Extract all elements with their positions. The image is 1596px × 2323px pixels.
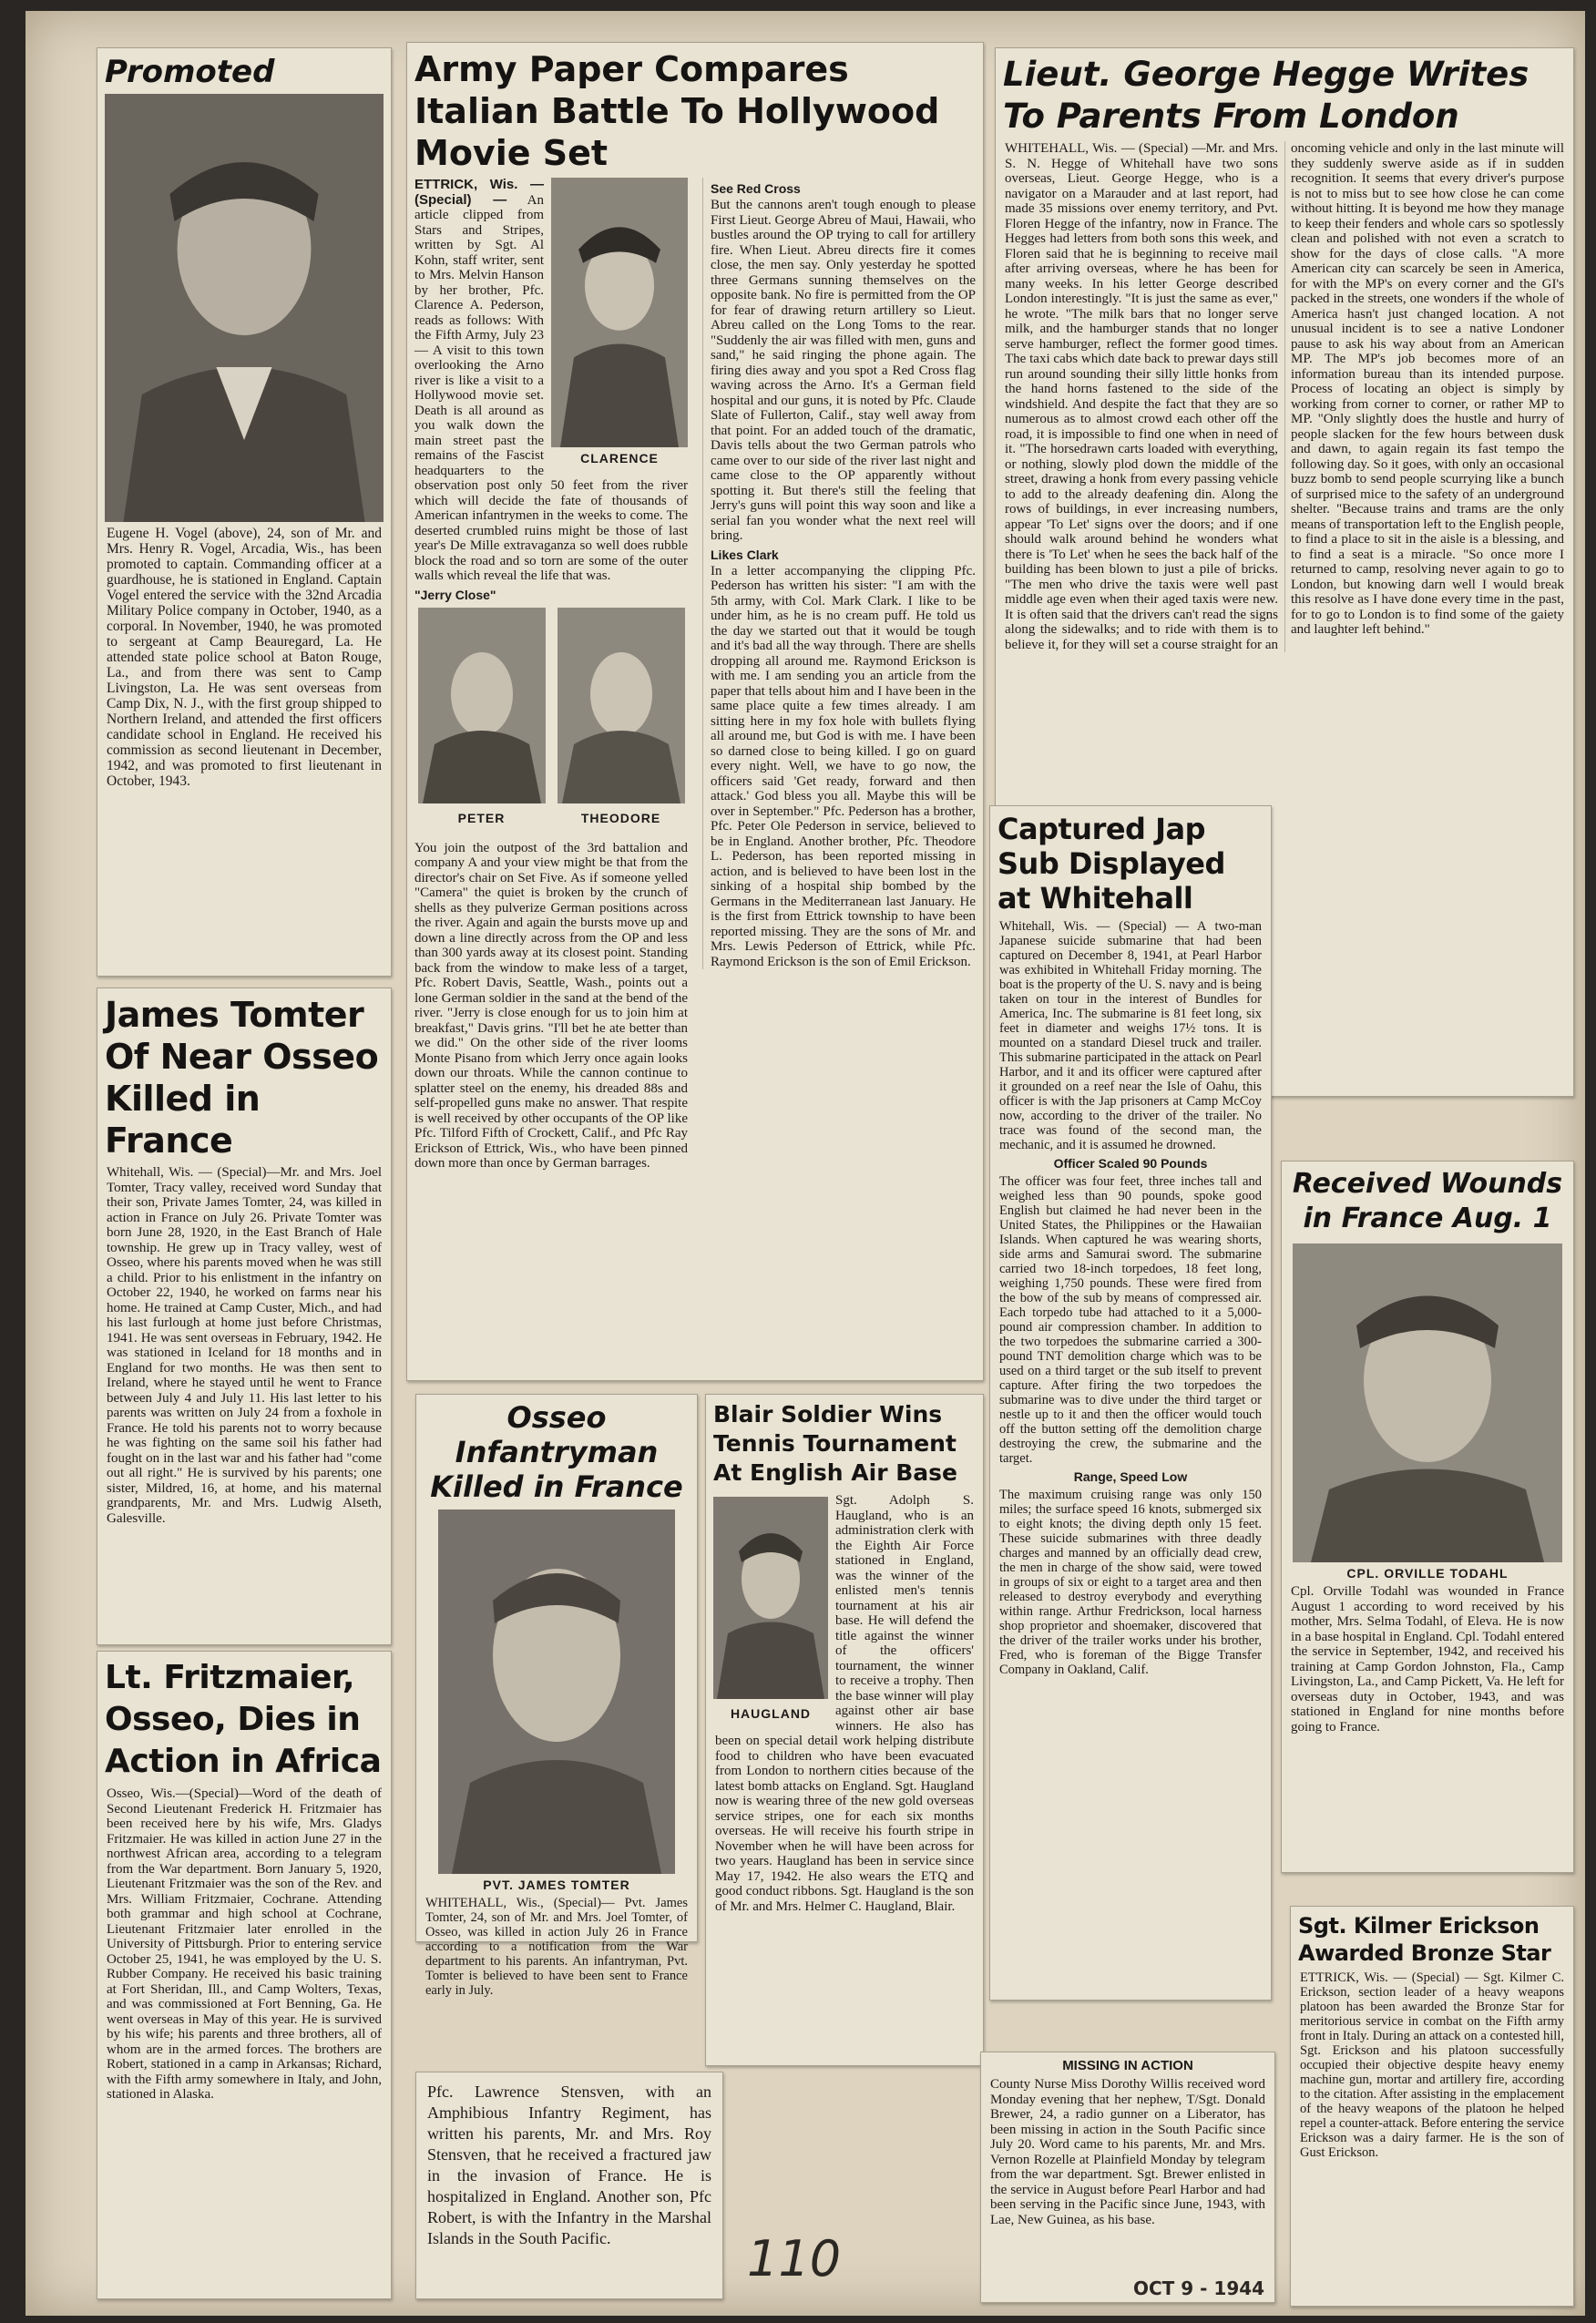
article-body: Pfc. Lawrence Stensven, with an Amphibious Infantry Regiment, has written his parents, Mr. and Mrs. Roy Stensven, that he received a fractured jaw in the invasion of France. He is hospitalized in England. Another son, Pfc Robert, is with the Infantry in the Marshal Islands in the South Pacific. [427, 2083, 711, 2247]
clipping-missing-in-action [980, 2052, 1275, 2303]
subhead-range: Range, Speed Low [1073, 1469, 1188, 1484]
caption-peter: PETER [457, 810, 506, 825]
article-body-d: In a letter accompanying the clipping Pfc. Pederson has written his sister: "I am with the 5th army, with Col. Mark Clark. I like to be under him, as he is no cream puff. He told us the day we started out that it would be tough and it's bad all the way through. There are shells dropping all around me. Raymond Erickson is with me. I am sending you an article from the paper that tells about him and I have been in the same place quite a few times already. I am sitting here in my fox hole with bullets flying all around me, but God is with me. I have been so darned close to being killed. I go on guard every night. Well, we have to go now, the officers said 'Get ready, forward and then attack.' God bless you all. Maybe this will be over in September." Pfc. Pederson has a brother, Pfc. Peter Ole Pederson in service, believed to be in England. Another brother, Pfc. Theodore L. Pederson, has been reported missing in action, and is believed to have been lost in the sinking of a hospital ship bombed by the Germans in the Mediterranean last January. He is the first from Ettrick township to have been reported missing. They are the sons of Mr. and Mrs. Lewis Pederson of Ettrick, while Pfc. Raymond Erickson is the son of Emil Erickson. [711, 563, 976, 969]
headline: Blair Soldier Wins Tennis Tournament At English Air Base [713, 1401, 958, 1486]
caption-haugland: HAUGLAND [730, 1706, 812, 1721]
headline: Lt. Fritzmaier, Osseo, Dies in Action in Africa [105, 1659, 382, 1780]
page-number: 110 [747, 2230, 842, 2287]
subhead-jerry-close: "Jerry Close" [414, 587, 496, 602]
subhead-red-cross: See Red Cross [711, 181, 801, 196]
article-body: County Nurse Miss Dorothy Willis received word Monday evening that her nephew, T/Sgt. Donald Brewer, 24, a radio gunner on a Liberator, has been missing in action in the South Pacific since July 20. Word came to his parents, Mr. and Mrs. Vernon Rozelle at Plainfield Monday by telegram from the war department. Sgt. Brewer enlisted in the service in August before Pearl Harbor and had been serving in the Pacific since June, 1943, with Lae, New Guinea, as his base. [990, 2077, 1265, 2227]
headline: Army Paper Compares Italian Battle To Hollywood Movie Set [414, 49, 940, 173]
scrapbook-page [26, 11, 1585, 2316]
caption-todahl: CPL. ORVILLE TODAHL [1346, 1566, 1509, 1581]
photo-tomter [438, 1509, 675, 1874]
clipping-stensven [415, 2072, 723, 2299]
article-body-b: The officer was four feet, three inches tall and weighed less than 90 pounds, spoke good English but claimed he had never been in the United States, the Philippines or the Hawaiian Islands. When captured he was wearing shorts, side arms and Samurai sword. The submarine carried two 18-inch torpedoes, 18 feet long, weighing 1,750 pounds. These were fired from the bow of the sub by means of compressed air. Each torpedo tube had attached to it a 5,000-pound air compression chamber. In addition to the two torpedoes the submarine carried a 300-pound TNT demolition charge which was to be used on a third target or the sub itself to prevent capture. After firing the two torpedoes the submarine was to dive under the third target or nestle up to it and then the officer would touch off the button setting off the demolition charge destroying the crew, the submarine and the target. [999, 1174, 1262, 1466]
photos-peter-theodore [414, 608, 688, 835]
headline: Received Wounds in France Aug. 1 [1292, 1168, 1563, 1234]
subhead-officer: Officer Scaled 90 Pounds [1053, 1156, 1208, 1171]
photo-todahl [1293, 1243, 1562, 1562]
article-body: Sgt. Adolph S. Haugland, who is an administration clerk with the Eighth Air Force stationed in England, was the winner of the enlisted men's tennis tournament at his air base. He will defend the title against the winner of the officers' tournament, the winner to receive a trophy. Then the base winner will play against other air base winners. He also has been on special detail work helping distribute food to children who have been evacuated from London to northern cities because of the latest bomb attacks on England. Sgt. Haugland now is wearing three of the new gold overseas service stripes, one for each six months overseas. He will receive his fourth stripe in November when he will have been across for two years. Haugland has been in service since May 17, 1942. He also wears the ETQ and good conduct ribbons. Sgt. Haugland is the son of Mr. and Mrs. Helmer C. Haugland, Blair. [715, 1493, 974, 1914]
photo-haugland [713, 1497, 828, 1724]
article-body-c: The maximum cruising range was only 150 miles; the surface speed 16 knots, submerged six to eight knots; the diving depth only 15 feet. These suicide submarines with three deadly charges and manned by an officially dead crew, the men in charge of the show said, were towed in groups of six or eight to a target area and then released to destroy everybody and everything within range. Arthur Fredrickson, local harness shop proprietor and shoemaker, discovered that the driver of the trailer works under his brother, Fred, who is foreman of the Bigge Transfer Company in Oakland, Calif. [999, 1488, 1262, 1677]
article-body: Eugene H. Vogel (above), 24, son of Mr. and Mrs. Henry R. Vogel, Arcadia, Wis., has been promoted to captain. Commanding officer at a guardhouse, he is stationed in England. Captain Vogel entered the service with the 32nd Arcadia Military Police company in October, 1940, as a corporal. In November, 1940, he was promoted to sergeant at Camp Beauregard, La. He attended state police school at Baton Rouge, La., and from there was sent to Camp Livingston, La. He was sent overseas from Camp Dix, N. J., with the first group shipped to Northern Ireland, and attended the first officers candidate school in England. He received his commission as second lieutenant in December, 1942, and was promoted to first lieutenant in October, 1943. [107, 526, 382, 789]
article-body: Whitehall, Wis. — (Special)—Mr. and Mrs. Joel Tomter, Tracy valley, received word Sunday that their son, Private James Tomter, 24, was killed in action in France on July 26. Private Tomter was born June 28, 1920, in the East Branch of Hale township. He grew up in Tracy valley, west of Osseo, where his parents moved when he was still a child. Prior to his enlistment in the infantry on October 22, 1940, he worked on farms near his home. He trained at Camp Custer, Mich., and had his last furlough at home just before Christmas, 1941. He was sent overseas in February, 1942. He was stationed in Iceland for 18 months and in England for two months. He was then sent to Ireland, where he stayed until he went to France between July 4 and July 11. His last letter to his parents was written on July 24 from a foxhole in France. He told his parents not to worry because he was fighting on the same soil his father had fought on in the last war and his father had "come out all right." He is survived by his parents; one sister, Mildred, 16, at home, and his maternal grandparents, Mr. and Mrs. Ludwig Alseth, Galesville. [107, 1165, 382, 1526]
headline: MISSING IN ACTION [1062, 2058, 1193, 2073]
article-body-c: But the cannons aren't tough enough to please First Lieut. George Abreu of Maui, Hawaii, who bustles around the OP trying to call for artillery fire. When Lieut. Abreu directs fire it comes close, the men say. Only yesterday he spotted three Germans sunning themselves on the opposite bank. No fire is permitted from the OP for fear of drawing return artillery so Lieut. Abreu called on the Long Toms to the rear. "Suddenly the air was filled with men, guns and sand," he said ringing the phone again. The firing dies away and you spot a Red Cross flag waving across the Arno. It's a German field hospital and our guns, it is noted by Pfc. Claude Slate of Fullerton, Calif., stay well away from that point. For an added touch of the dramatic, Davis tells about the two German patrols who came over to our side of the river last night and came close to the OP apparently without spotting it. But there's still the feeling that Jerry's guns will point this way soon and like a serial fan you wonder what the next reel will bring. [711, 198, 976, 543]
date-stamp: OCT 9 - 1944 [1130, 2277, 1268, 2299]
article-body-b: You join the outpost of the 3rd battalion and company A and your view might be that from the director's chair on Set Five. As if someone yelled "Camera" the quiet is broken by the crunch of shells as they pulverize German positions across the river. Again and again the bursts move up and down a line directly across from the OP and less than 300 yards away at its closest point. Standing back from the window to make less of a target, Pfc. Robert Davis, Seattle, Wash., points out a lone German soldier in the sand at the bend of the river. "Jerry is close enough for us to join him at breakfast," Davis grins. "I'll bet he ate better than we did." On the other side of the river looms Monte Pisano from which Jerry once again looks down our throats. While the cannon continue to splatter steel on the enemy, his dreaded 88s and self-propelled guns make no answer. That respite is well received by other occupants of the OP like Pfc. Tilford Fifth of Crockett, Calif., and Pfc Ray Erickson of Ettrick, Wis., who have been pinned down more than once by German barrages. [414, 840, 688, 1171]
article-body: ETTRICK, Wis. — (Special) — Sgt. Kilmer C. Erickson, section leader of a heavy weapons platoon has been awarded the Bronze Star for meritorious service in combat on the Fifth army front in Italy. During an attack on a contested hill, Sgt. Erickson and his platoon successfully occupied their objective despite heavy enemy machine gun, mortar and artillery fire, according to the citation. After assisting in the emplacement of the heavy weapons of the platoon he helped repel a counter-attack. Before entering the service Erickson was a dairy farmer. He is the son of Gust Erickson. [1300, 1970, 1564, 2160]
caption-theodore: THEODORE [580, 810, 661, 825]
clipping-jap-sub [989, 805, 1272, 2001]
clipping-promoted [97, 47, 392, 977]
clipping-haugland [705, 1394, 984, 2066]
clipping-army-paper [406, 42, 984, 1381]
headline: Lieut. George Hegge Writes To Parents From London [1003, 55, 1530, 136]
photo-clarence [551, 178, 688, 469]
clipping-todahl [1281, 1161, 1574, 1873]
article-body-a: Whitehall, Wis. — (Special) — A two-man Japanese suicide submarine that had been captured on December 8, 1941, at Pearl Harbor was exhibited in Whitehall Friday morning. The boat is the property of the U. S. navy and is being taken on tour in the interest of Bundles for America, Inc. The submarine is 81 feet long, six feet in diameter and weighs 17½ tons. It is mounted on a standard Diesel truck and trailer. This submarine participated in the attack on Pearl Harbor, and it and its officer were captured after it grounded on a reef near the Isle of Oahu, this officer is with the Jap prisoners at Camp McCoy now, according to the driver of the trailer. No trace was found of the second man, the mechanic, and it is assumed he drowned. [999, 919, 1262, 1152]
photo-vogel [105, 94, 384, 522]
clipping-fritzmaier [97, 1651, 392, 2299]
caption-clarence: CLARENCE [580, 451, 659, 466]
caption-tomter: PVT. JAMES TOMTER [483, 1878, 630, 1892]
article-body: WHITEHALL, Wis., (Special)— Pvt. James Tomter, 24, son of Mr. and Mrs. Joel Tomter, of Osseo, was killed in action July 26 in France according to a notification from the War department to his parents. An infantryman, Pvt. Tomter is believed to have been sent to France early in July. [425, 1896, 688, 1998]
headline: Sgt. Kilmer Erickson Awarded Bronze Star [1298, 1913, 1551, 1966]
headline: Osseo Infantryman Killed in France [430, 1400, 683, 1504]
article-body: Cpl. Orville Todahl was wounded in France August 1 according to word received by his mother, Mrs. Selma Todahl, of Eleva. He is now in a base hospital in England. Cpl. Todahl entered the service in September, 1942, and received his training at Camp Gordon Johnston, Fla., Camp Livingston, La., and Camp Pickett, Va. He left for overseas duty in October, 1943, and was stationed in England for nine months before going to France. [1291, 1584, 1564, 1735]
article-body: Osseo, Wis.—(Special)—Word of the death of Second Lieutenant Frederick H. Fritzmaier has been received here by his wife, Mrs. Gladys Fritzmaier. He was killed in action June 27 in the northwest African area, according to a telegram from the War department. Born January 5, 1920, Lieutenant Fritzmaier was the son of the Rev. and Mrs. William Fritzmaier, Cochrane. Attending both grammar and high school at Cochrane, Lieutenant Fritzmaier later enrolled in the University of Pittsburgh. Prior to entering service October 25, 1941, he was employed by the U. S. Rubber Company. He received his basic training at Fort Sheridan, Ill., and Camp Wolters, Texas, and was commissioned at Fort Benning, Ga. He went overseas in May of this year. He is survived by his wife; his parents and three brothers, all of whom are in the armed forces. The brothers are Robert, stationed in a camp in Arkansas; Richard, with the Fifth army somewhere in Italy, and John, stationed in Alaska. [107, 1786, 382, 2102]
dateline: ETTRICK, Wis. — (Special) — [414, 177, 544, 208]
clipping-osseo-infantryman [415, 1394, 698, 1998]
clipping-kilmer [1290, 1906, 1574, 2307]
headline: Captured Jap Sub Displayed at Whitehall [998, 812, 1225, 916]
headline: James Tomter Of Near Osseo Killed in France [105, 995, 379, 1161]
headline: Promoted [105, 54, 275, 90]
article-body-a: An article clipped from Stars and Stripes, written by Sgt. Al Kohn, staff writer, sent to Mrs. Melvin Hanson by her brother, Pfc. Clarence A. Pederson, reads as follows: With the Fifth Army, July 23— A visit to this town overlooking the Arno river is like a visit to a Hollywood movie set. Death is all around as you walk down the main street past the remains of the Fascist headquarters to the observation post only 50 feet from the river which will decide the fate of thousands of American infantrymen in the weeks to come. The deserted crumbled ruins might be those of last year's De Mille extravaganza so well does rubble block the road and so torn are some of the outer walls which reveal the life that was. [414, 192, 688, 583]
article-body: WHITEHALL, Wis. — (Special) —Mr. and Mrs. S. N. Hegge of Whitehall have two sons overseas, Lieut. George Hegge, who is a navigator on a Marauder and at last report, had made 35 missions over enemy territory, and Pvt. Floren Hegge of the infantry, now in France. The Hegges had letters from both sons this week, and Floren said that he is beginning to receive mail after arriving overseas, where he has been for many weeks. In his letter George described London interestingly. "It is just the same as ever," he wrote. "The milk bars that no longer serve milk, and the hamburger stands that no longer serve hamburger, reflect the former good times. The taxi cabs which date back to prewar days still run around sounding their silly little honks from the hand horns fastened to the side of the windshield. And despite the fact that they are so numerous as to almost crowd each other off the road, it is impossible to find one when in need of it. "The horsedrawn carts loaded with everything, or nothing, slowly plod down the middle of the street, drawing a honk from every passing vehicle to add to the already deafening din. Along the rows of buildings, in ever increasing numbers, appear 'To Let' signs over the doors; and if one should walk around behind he wonders what there is 'To Let' when he sees the back half of the building has been blown to just a pile of bricks. "The men who drive the taxis were well past middle age even when their aged taxis were new. It is often said that the drivers can't read the signs along the sidewalks; and to ride with them is to believe it, for they will set a course straight for an oncoming vehicle and only in the last minute will they suddenly swerve aside as if in sudden recognition. It seems that every driver's purpose is not to miss but to see how close he can come without hitting. It is beyond me how they manage to keep their fenders and whole cars so spotlessly clean and polished with not even a scratch to show for the days of close calls. "A more American city can scarcely be seen in America, for with the MP's on every corner and the GI's packed in the streets, one wonders if the whole of America hasn't just changed location. A not unusual incident is to see a native Londoner pause to ask his way about from an American MP. The MP's job becomes more of an information bureau than its intended purpose. Process of locating an object is simply by working from corner to corner, or rather MP to MP. "Only slightly does the hustle and hurry of people slacken for the few hours between dusk and dawn, to again regain its fast tempo the following day. So it goes, with only an occasional buzz bomb to send people scurrying like a bunch of surprised mice to the safety of an underground shelter. "Because trains and trams are the only means of transportation left to the English people, to find a place to sit in the aisle is a blessing, and to find a seat is a miracle. "So once more I returned to camp, resolving never again to go to London, but knowing darn well I would break this resolve as I have done every time in the past, for to go to London is to find some of the gaiety and laughter left behind." [1005, 141, 1564, 652]
clipping-james-tomter [97, 988, 392, 1645]
subhead-likes-clark: Likes Clark [711, 547, 779, 562]
